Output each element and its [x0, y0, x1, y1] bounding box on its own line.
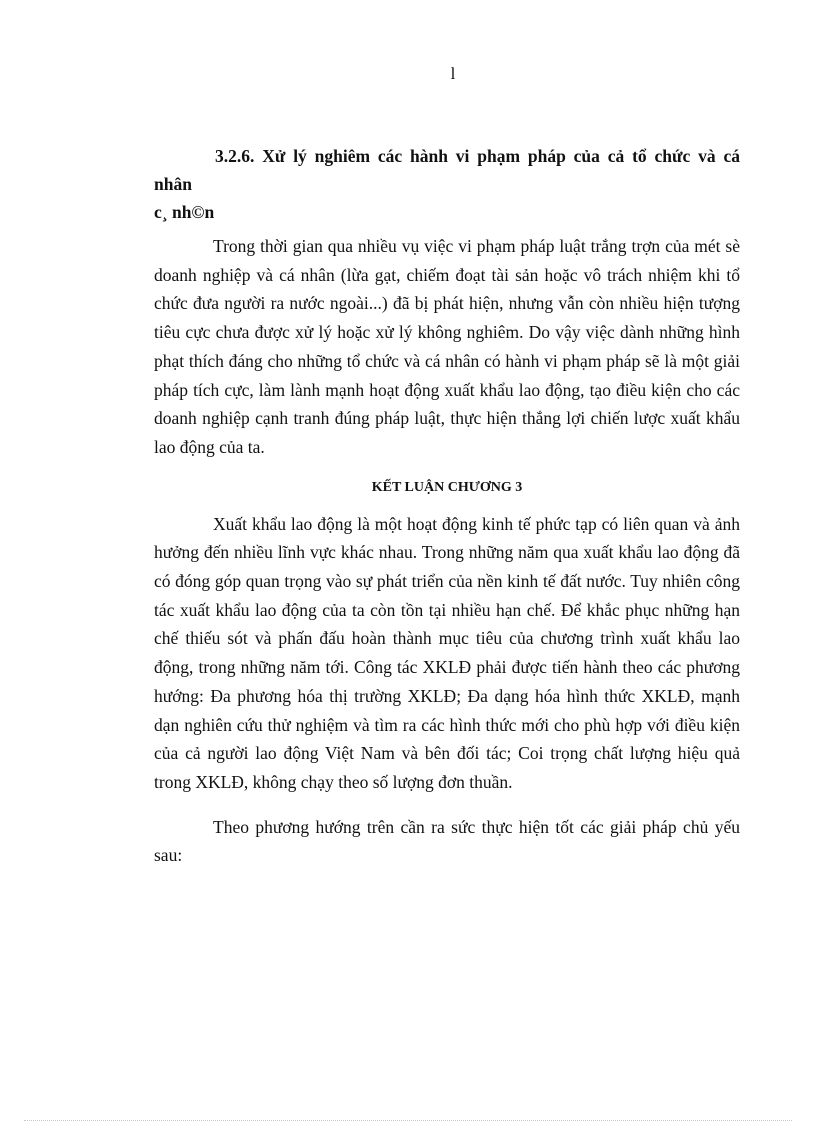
- section-heading-line2: nhân: [154, 174, 192, 194]
- section-heading: [154, 142, 740, 198]
- conclusion-paragraph-1: Xuất khẩu lao động là một hoạt động kinh tế phức tạp có liên quan và ảnh hưởng đến nhiều lĩnh vực khác nhau. Trong những năm qua xuất khẩu lao động đã có đóng góp quan trọng vào sự phát triển của nền kinh tế đất nước. Tuy nhiên công tác xuất khẩu lao động của ta còn tồn tại nhiều hạn chế. Để khắc phục những hạn chế thiếu sót và phấn đấu hoàn thành mục tiêu của chương trình xuất khẩu lao động, trong những năm tới. Công tác XKLĐ phải được tiến hành theo các phương hướng: Đa phương hóa thị trường XKLĐ; Đa dạng hóa hình thức XKLĐ, mạnh dạn nghiên cứu thử nghiệm và tìm ra các hình thức mới cho phù hợp với điều kiện của cả người lao động Việt Nam và bên đối tác; Coi trọng chất lượng hiệu quả trong XKLĐ, không chạy theo số lượng đơn thuần.: [154, 513, 740, 792]
- section-heading-line1: 3.2.6. Xử lý nghiêm các hành vi phạm pháp của cả tổ chức và cá: [215, 146, 740, 166]
- garbled-heading-remnant: c¸ nh©n: [154, 202, 215, 222]
- conclusion-paragraph-2: Theo phương hướng trên cần ra sức thực hiện tốt các giải pháp chủ yếu sau:: [154, 816, 740, 866]
- document-body: [154, 142, 740, 870]
- chapter-conclusion-title: KẾT LUẬN CHƯƠNG 3: [371, 479, 523, 495]
- section-paragraph: Trong thời gian qua nhiều vụ việc vi phạm pháp luật trắng trợn của mét sè doanh nghiệp và cá nhân (lừa gạt, chiếm đoạt tài sản hoặc vô trách nhiệm khi tổ chức đưa người ra nước ngoài...) đã bị phát hiện, nhưng vẫn còn nhiều hiện tượng tiêu cực chưa được xử lý hoặc xử lý không nghiêm. Do vậy việc dành những hình phạt thích đáng cho những tổ chức và cá nhân có hành vi phạm pháp sẽ là một giải pháp tích cực, làm lành mạnh hoạt động xuất khẩu lao động, tạo điều kiện cho các doanh nghiệp cạnh tranh đúng pháp luật, thực hiện thắng lợi chiến lược xuất khẩu lao động của ta.: [154, 236, 740, 457]
- page-number: l: [450, 64, 456, 83]
- page-bottom-border: [24, 1120, 792, 1121]
